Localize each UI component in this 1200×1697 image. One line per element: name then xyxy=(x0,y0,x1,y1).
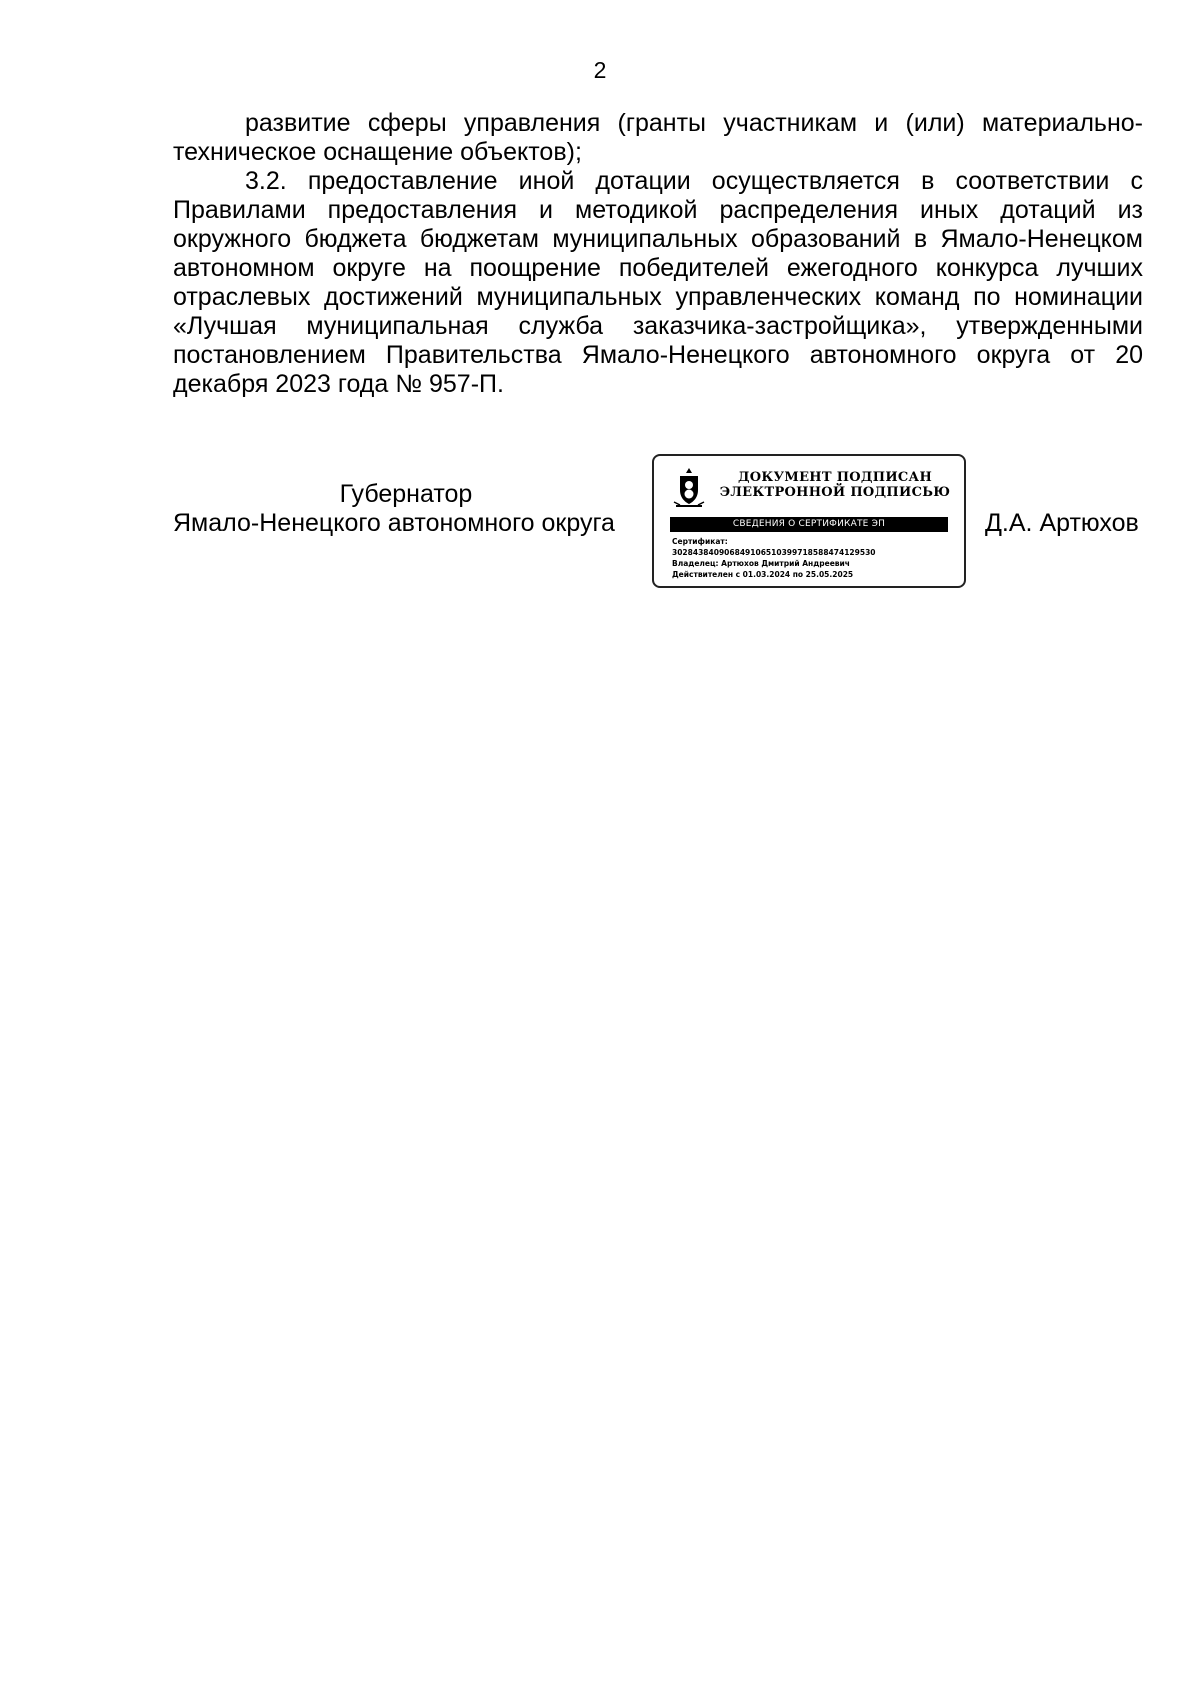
body-text xyxy=(173,109,1143,399)
stamp-owner: Владелец: Артюхов Дмитрий Андреевич xyxy=(672,559,850,568)
signatory-region: Ямало-Ненецкого автономного округа xyxy=(173,509,615,537)
stamp-validity: Действителен с 01.03.2024 по 25.05.2025 xyxy=(672,570,854,579)
stamp-cert-number: 302843840906849106510399718588474129530 xyxy=(672,548,876,557)
signatory-name: Д.А. Артюхов xyxy=(985,509,1139,537)
stamp-title xyxy=(716,470,954,500)
paragraph-grants: развитие сферы управления (гранты участникам и (или) материально-техническое оснащение объектов); xyxy=(173,109,1143,166)
paragraph-3-2: 3.2. предоставление иной дотации осуществляется в соответствии с Правилами предоставления и методикой распределения иных дотаций из окружного бюджета бюджетам муниципальных образований в Ямало-Ненецком автономном округе на поощрение победителей ежегодного конкурса лучших отраслевых достижений муниципальных управленческих команд по номинации «Лучшая муниципальная служба заказчика-застройщика», утвержденными постановлением Правительства Ямало-Ненецкого автономного округа от 20 декабря 2023 года № 957-П. xyxy=(173,167,1143,398)
stamp-certificate-header: СВЕДЕНИЯ О СЕРТИФИКАТЕ ЭП xyxy=(670,517,948,532)
stamp-cert-label: Сертификат: xyxy=(672,537,728,546)
signatory-title: Губернатор xyxy=(339,480,473,508)
signatory-position xyxy=(173,480,639,538)
stamp-title-line-2: ЭЛЕКТРОННОЙ ПОДПИСЬЮ xyxy=(719,485,951,500)
stamp-certificate-details xyxy=(672,536,960,580)
page-number: 2 xyxy=(593,57,607,83)
stamp-title-line-1: ДОКУМЕНТ ПОДПИСАН xyxy=(737,470,933,485)
coat-of-arms-icon xyxy=(672,466,706,510)
electronic-signature-stamp xyxy=(652,454,966,588)
